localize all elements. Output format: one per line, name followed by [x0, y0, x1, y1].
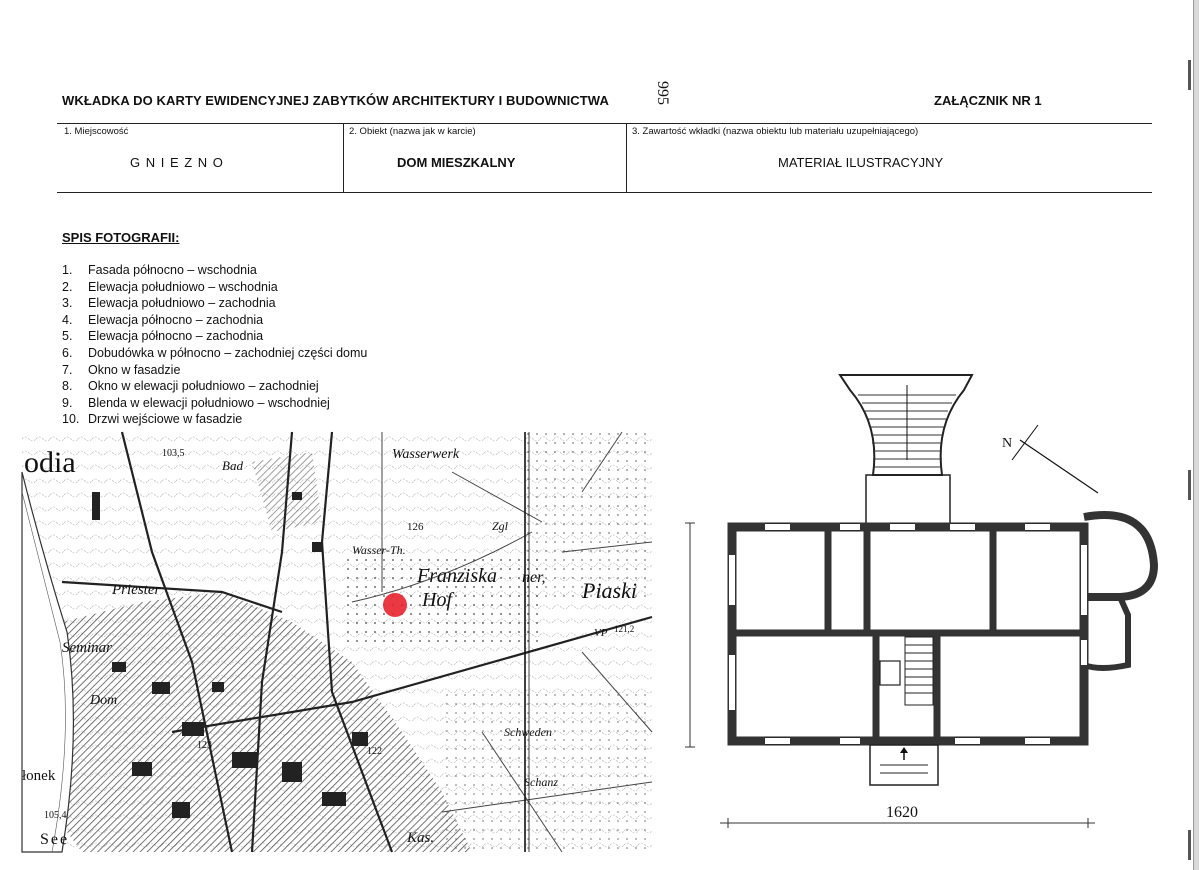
- list-item: 2. Elewacja południowo – wschodnia: [62, 279, 278, 294]
- scan-edge-line: [1193, 0, 1194, 870]
- table-divider: [343, 123, 344, 192]
- scan-edge: [1194, 0, 1199, 870]
- map-label: ner,: [522, 569, 546, 586]
- map-label: VP: [594, 627, 608, 639]
- list-item: 5. Elewacja północno – zachodnia: [62, 329, 264, 344]
- map-label: Hof: [422, 589, 452, 611]
- map-label: Wasser-Th.: [352, 543, 406, 557]
- field-value-object: DOM MIESZKALNY: [397, 155, 516, 170]
- map-label: Kas.: [407, 830, 435, 846]
- field-value-content: MATERIAŁ ILUSTRACYJNY: [778, 155, 944, 170]
- map-label: 105,4: [44, 810, 67, 821]
- map-label: See: [40, 831, 70, 848]
- map-label: Priester: [112, 582, 161, 598]
- list-item: 6. Dobudówka w północno – zachodniej części domu: [62, 345, 368, 360]
- dim-width: 1620: [886, 804, 918, 821]
- location-map: [22, 432, 652, 852]
- location-marker: [383, 593, 407, 617]
- list-item: 3. Elewacja południowo – zachodnia: [62, 296, 276, 311]
- list-item: 1. Fasada północno – wschodnia: [62, 263, 257, 277]
- form-title: WKŁADKA DO KARTY EWIDENCYJNEJ ZABYTKÓW ARCHITEKTURY I BUDOWNICTWA: [62, 93, 609, 108]
- map-label: Dom: [90, 693, 118, 708]
- north-label: N: [1002, 436, 1013, 451]
- map-label: łonek: [22, 768, 56, 784]
- scan-mark: [1188, 60, 1191, 90]
- list-item: 9. Blenda w elewacji południowo – wschodniej: [62, 395, 330, 410]
- attachment-number: ZAŁĄCZNIK NR 1: [934, 93, 1042, 108]
- map-label: odia: [24, 446, 76, 479]
- photo-list: [62, 262, 367, 428]
- map-label: Schanz: [524, 775, 558, 789]
- field-label-content: 3. Zawartość wkładki (nazwa obiektu lub materiału uzupełniającego): [632, 126, 919, 137]
- list-item: 8. Okno w elewacji południowo – zachodniej: [62, 379, 319, 394]
- map-label: 126: [407, 521, 424, 533]
- table-top-line: [57, 123, 1152, 124]
- map-label: Zgl: [492, 519, 509, 533]
- map-label: 123: [197, 740, 212, 751]
- field-value-place: G N I E Z N O: [130, 155, 224, 170]
- list-item: 7. Okno w fasadzie: [62, 362, 181, 377]
- photo-list-title: SPIS FOTOGRAFII:: [62, 230, 180, 245]
- map-label: 121,2: [614, 624, 635, 634]
- field-label-place: 1. Miejscowość: [64, 126, 129, 137]
- map-label: Wasserwerk: [392, 447, 460, 462]
- map-label: Seminar: [62, 640, 112, 656]
- table-divider: [626, 123, 627, 192]
- list-item: 10. Drzwi wejściowe w fasadzie: [62, 412, 243, 427]
- map-label: 103,5: [162, 448, 185, 459]
- table-bottom-line: [57, 192, 1152, 193]
- map-label: Bad: [222, 458, 243, 473]
- list-item: 4. Elewacja północno – zachodnia: [62, 312, 264, 327]
- field-label-object: 2. Obiekt (nazwa jak w karcie): [349, 126, 476, 137]
- map-label: 122: [367, 746, 382, 757]
- map-label: Franziska: [417, 565, 497, 587]
- map-label: Schweden: [504, 725, 552, 739]
- map-label: Piaski: [582, 578, 637, 603]
- dim-height: 995: [654, 81, 671, 105]
